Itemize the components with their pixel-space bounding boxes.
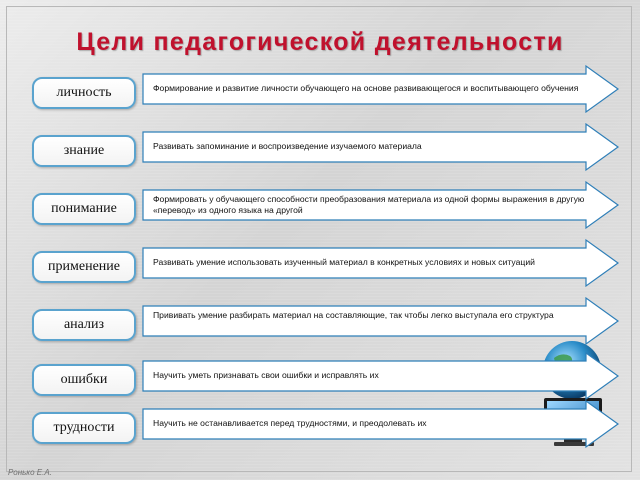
slide-footer: Ронько Е.А. xyxy=(8,468,52,477)
goal-description: Формировать у обучающего способности преобразования материала из одной формы выражения в другую «перевод» из одного языка на другой xyxy=(153,194,585,215)
goal-description: Развивать запоминание и воспроизведение изучаемого материала xyxy=(153,141,422,151)
goal-description: Развивать умение использовать изученный материал в конкретных условиях и новых ситуаций xyxy=(153,257,535,267)
goal-row xyxy=(0,351,640,401)
goal-row xyxy=(0,238,640,288)
goal-row xyxy=(0,64,640,114)
goal-label-pill: понимание xyxy=(32,193,136,225)
goal-row xyxy=(0,180,640,230)
goal-description: Научить не останавливается перед трудностями, и преодолевать их xyxy=(153,418,427,428)
goal-description: Прививать умение разбирать материал на составляющие, так чтобы легко выступала его структура xyxy=(153,310,554,320)
goal-description: Формирование и развитие личности обучающего на основе развивающегося и воспитывающего обучения xyxy=(153,83,579,93)
goal-label-pill: анализ xyxy=(32,309,136,341)
goal-label-pill: ошибки xyxy=(32,364,136,396)
goal-row xyxy=(0,122,640,172)
goal-label-pill: трудности xyxy=(32,412,136,444)
goal-label-pill: личность xyxy=(32,77,136,109)
goal-row xyxy=(0,399,640,449)
goal-arrow-shape xyxy=(140,296,622,346)
slide-title: Цели педагогической деятельности xyxy=(76,28,564,56)
goal-label-pill: знание xyxy=(32,135,136,167)
goal-description: Научить уметь признавать свои ошибки и исправлять их xyxy=(153,370,379,380)
goal-row xyxy=(0,296,640,346)
goal-label-pill: применение xyxy=(32,251,136,283)
